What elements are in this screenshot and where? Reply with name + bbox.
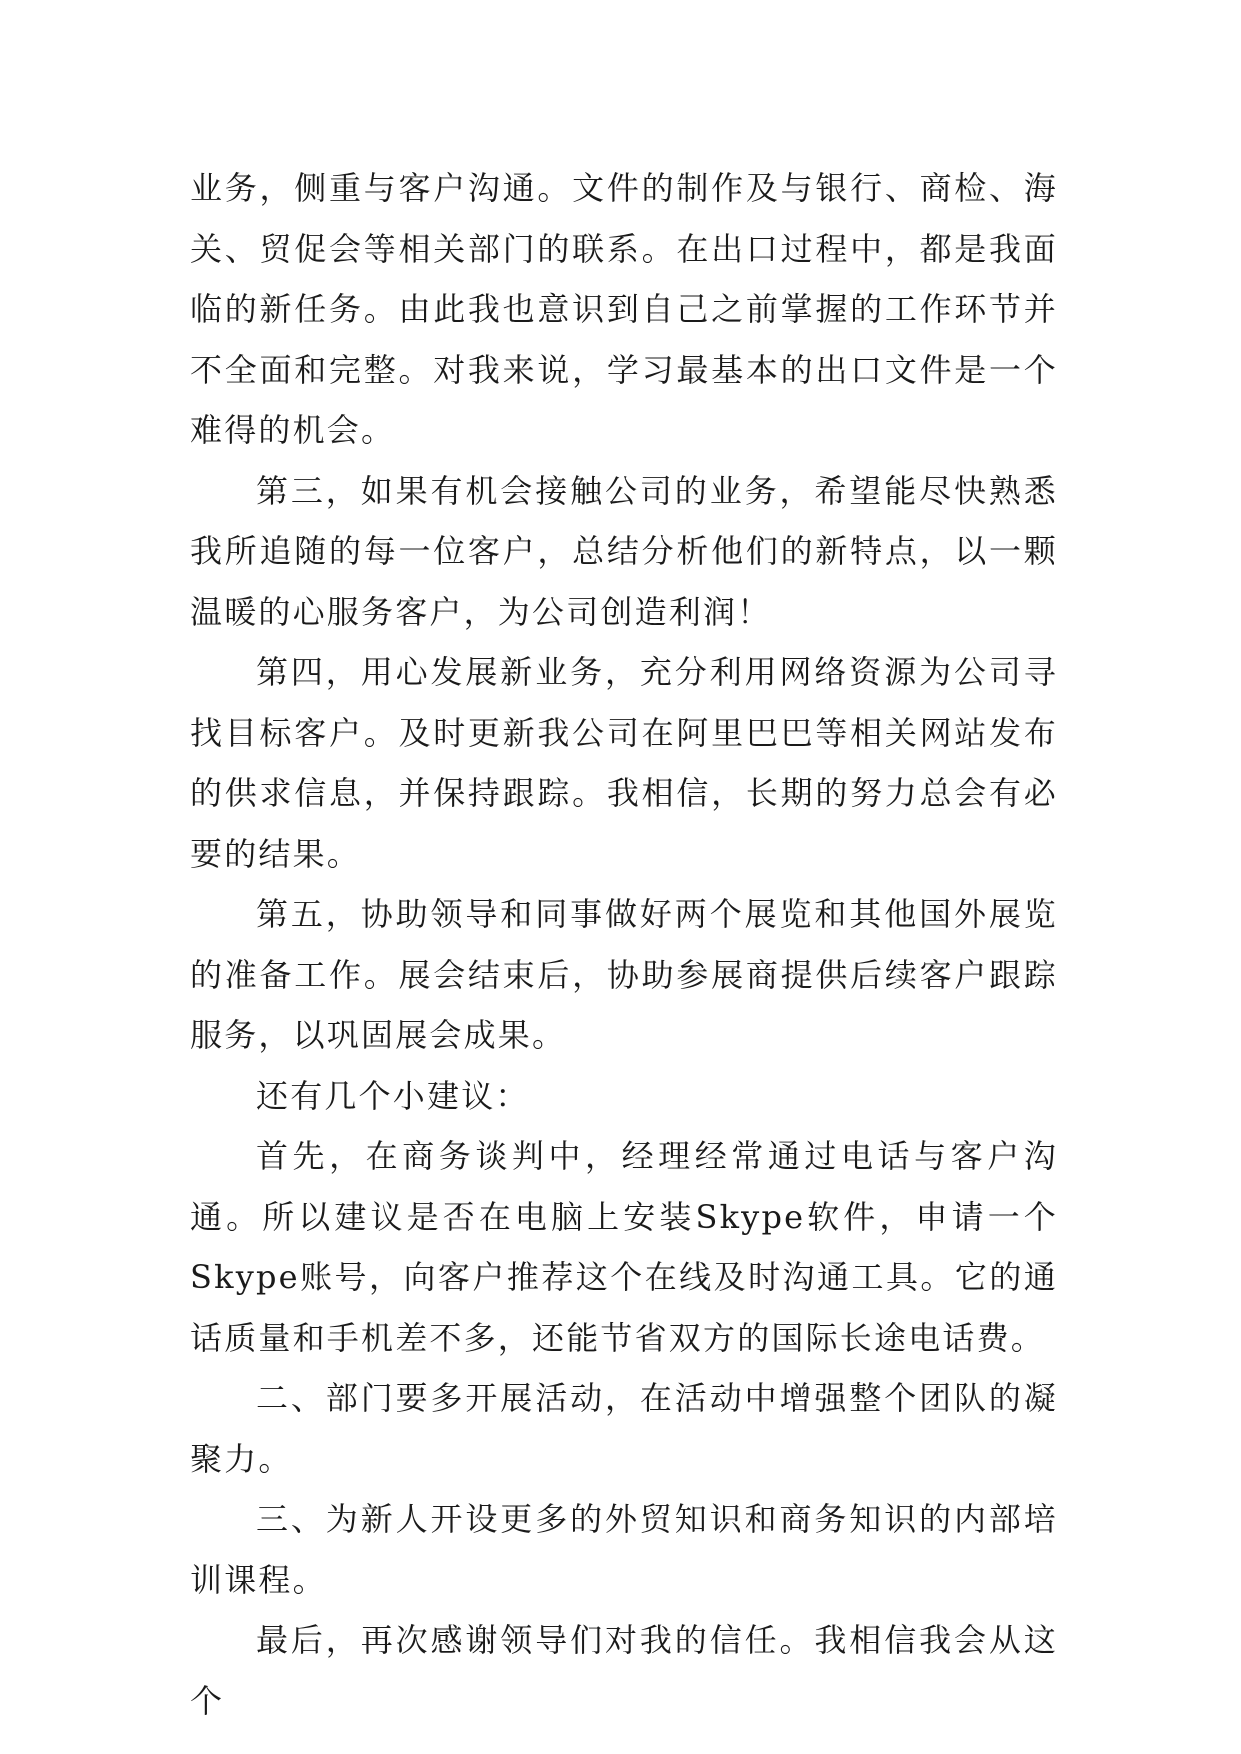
document-body — [190, 158, 1058, 1731]
paragraph-third-point: 第三，如果有机会接触公司的业务，希望能尽快熟悉我所追随的每一位客户，总结分析他们的新特点，以一颗温暖的心服务客户，为公司创造利润！ — [190, 471, 1058, 631]
paragraph-fifth-point: 第五，协助领导和同事做好两个展览和其他国外展览的准备工作。展会结束后，协助参展商提供后续客户跟踪服务，以巩固展会成果。 — [190, 895, 1058, 1054]
paragraph-suggestion-first: 首先，在商务谈判中，经理经常通过电话与客户沟通。所以建议是否在电脑上安装Skype软件，申请一个Skype账号，向客户推荐这个在线及时沟通工具。它的通话质量和手机差不多，还能节省双方的国际长途电话费。 — [190, 1137, 1058, 1357]
paragraph-suggestion-third: 三、为新人开设更多的外贸知识和商务知识的内部培训课程。 — [190, 1500, 1058, 1599]
paragraph-closing: 最后，再次感谢领导们对我的信任。我相信我会从这个 — [190, 1621, 1058, 1720]
paragraph-suggestion-second: 二、部门要多开展活动，在活动中增强整个团队的凝聚力。 — [190, 1379, 1058, 1478]
paragraph-fourth-point: 第四，用心发展新业务，充分利用网络资源为公司寻找目标客户。及时更新我公司在阿里巴巴等相关网站发布的供求信息，并保持跟踪。我相信，长期的努力总会有必要的结果。 — [190, 653, 1058, 873]
paragraph-continuation: 业务，侧重与客户沟通。文件的制作及与银行、商检、海关、贸促会等相关部门的联系。在出口过程中，都是我面临的新任务。由此我也意识到自己之前掌握的工作环节并不全面和完整。对我来说，学习最基本的出口文件是一个难得的机会。 — [190, 169, 1058, 449]
paragraph-suggestions-intro: 还有几个小建议： — [256, 1076, 530, 1115]
